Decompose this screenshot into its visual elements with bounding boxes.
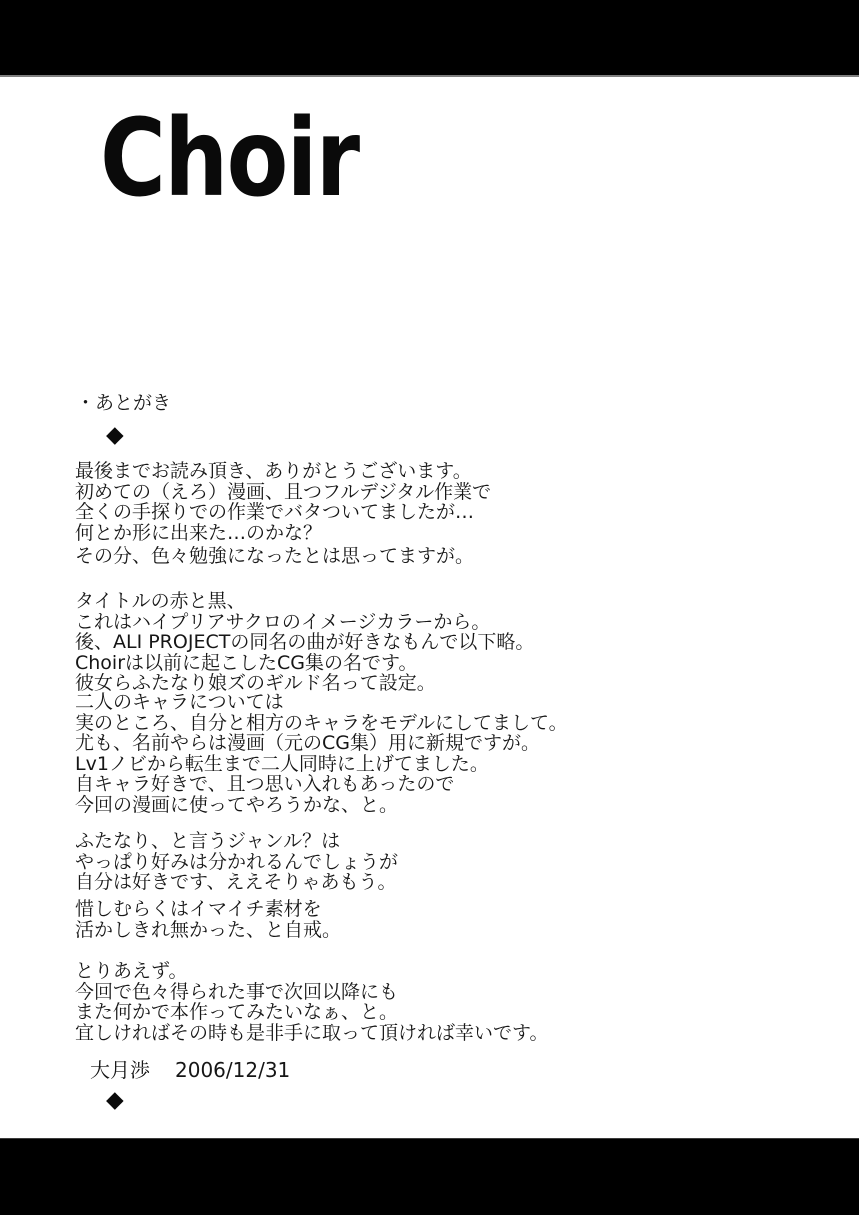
bottom-black-bar — [0, 1138, 859, 1215]
text-line: 宜しければその時も是非手に取って頂ければ幸いです。 — [75, 1021, 549, 1044]
author-name: 大月渉 — [90, 1058, 150, 1082]
text-line: 後、ALI PROJECTの同名の曲が好きなもんで以下略。 — [75, 631, 535, 653]
diamond-icon: ◆ — [106, 1087, 124, 1113]
signature-row — [90, 1059, 490, 1083]
paragraph — [75, 461, 491, 543]
text-line: 尤も、名前やらは漫画（元のCG集）用に新規ですが。 — [75, 732, 540, 754]
text-line: 最後までお読み頂き、ありがとうございます。 — [75, 460, 472, 482]
paragraph — [75, 692, 568, 815]
text-line: ふたなり、と言うジャンル？は — [75, 830, 341, 852]
text-line: 何とか形に出来た…のかな？ — [75, 521, 323, 544]
text-line: 初めての（えろ）漫画、且つフルデジタル作業で — [75, 480, 492, 503]
text-line: Lv1ノビから転生まで二人同時に上げてました。 — [75, 752, 489, 775]
text-line: 惜しむらくはイマイチ素材を — [75, 898, 322, 920]
text-line: 彼女らふたなり娘ズのギルド名って設定。 — [75, 672, 436, 694]
text-line: 自キャラ好きで、且つ思い入れもあったので — [75, 773, 455, 795]
text-line: 全くの手探りでの作業でバタついてましたが… — [75, 501, 475, 523]
top-black-bar — [0, 0, 859, 77]
text-line: 実のところ、自分と相方のキャラをモデルにしてまして。 — [75, 711, 568, 734]
signature-date: 2006/12/31 — [175, 1058, 291, 1082]
page-title: Choir — [100, 97, 359, 221]
text-line: その分、色々勉強になったとは思ってますが。 — [75, 545, 475, 567]
text-line: 今回の漫画に使ってやろうかな、と。 — [75, 793, 399, 816]
paragraph — [75, 899, 341, 940]
text-line: 今回で色々得られた事で次回以降にも — [75, 980, 399, 1003]
text-line: 自分は好きです、ええそりゃあもう。 — [75, 871, 397, 893]
text-line: Choirは以前に起こしたCG集の名です。 — [75, 651, 418, 674]
paragraph — [75, 591, 534, 694]
text-line: これはハイプリアサクロのイメージカラーから。 — [75, 610, 491, 633]
text-line: 二人のキャラについては — [75, 691, 284, 713]
text-line: また何かで本作ってみたいなぁ、と。 — [75, 1001, 399, 1023]
diamond-icon: ◆ — [106, 422, 124, 448]
paragraph — [75, 546, 474, 567]
paragraph — [75, 831, 398, 893]
text-line: とりあえず。 — [75, 960, 188, 982]
paragraph — [75, 961, 548, 1043]
section-heading: ・あとがき — [76, 392, 172, 414]
text-line: タイトルの赤と黒、 — [75, 590, 246, 612]
text-line: 活かしきれ無かった、と自戒。 — [75, 918, 342, 941]
text-line: やっぱり好みは分かれるんでしょうが — [75, 850, 399, 873]
